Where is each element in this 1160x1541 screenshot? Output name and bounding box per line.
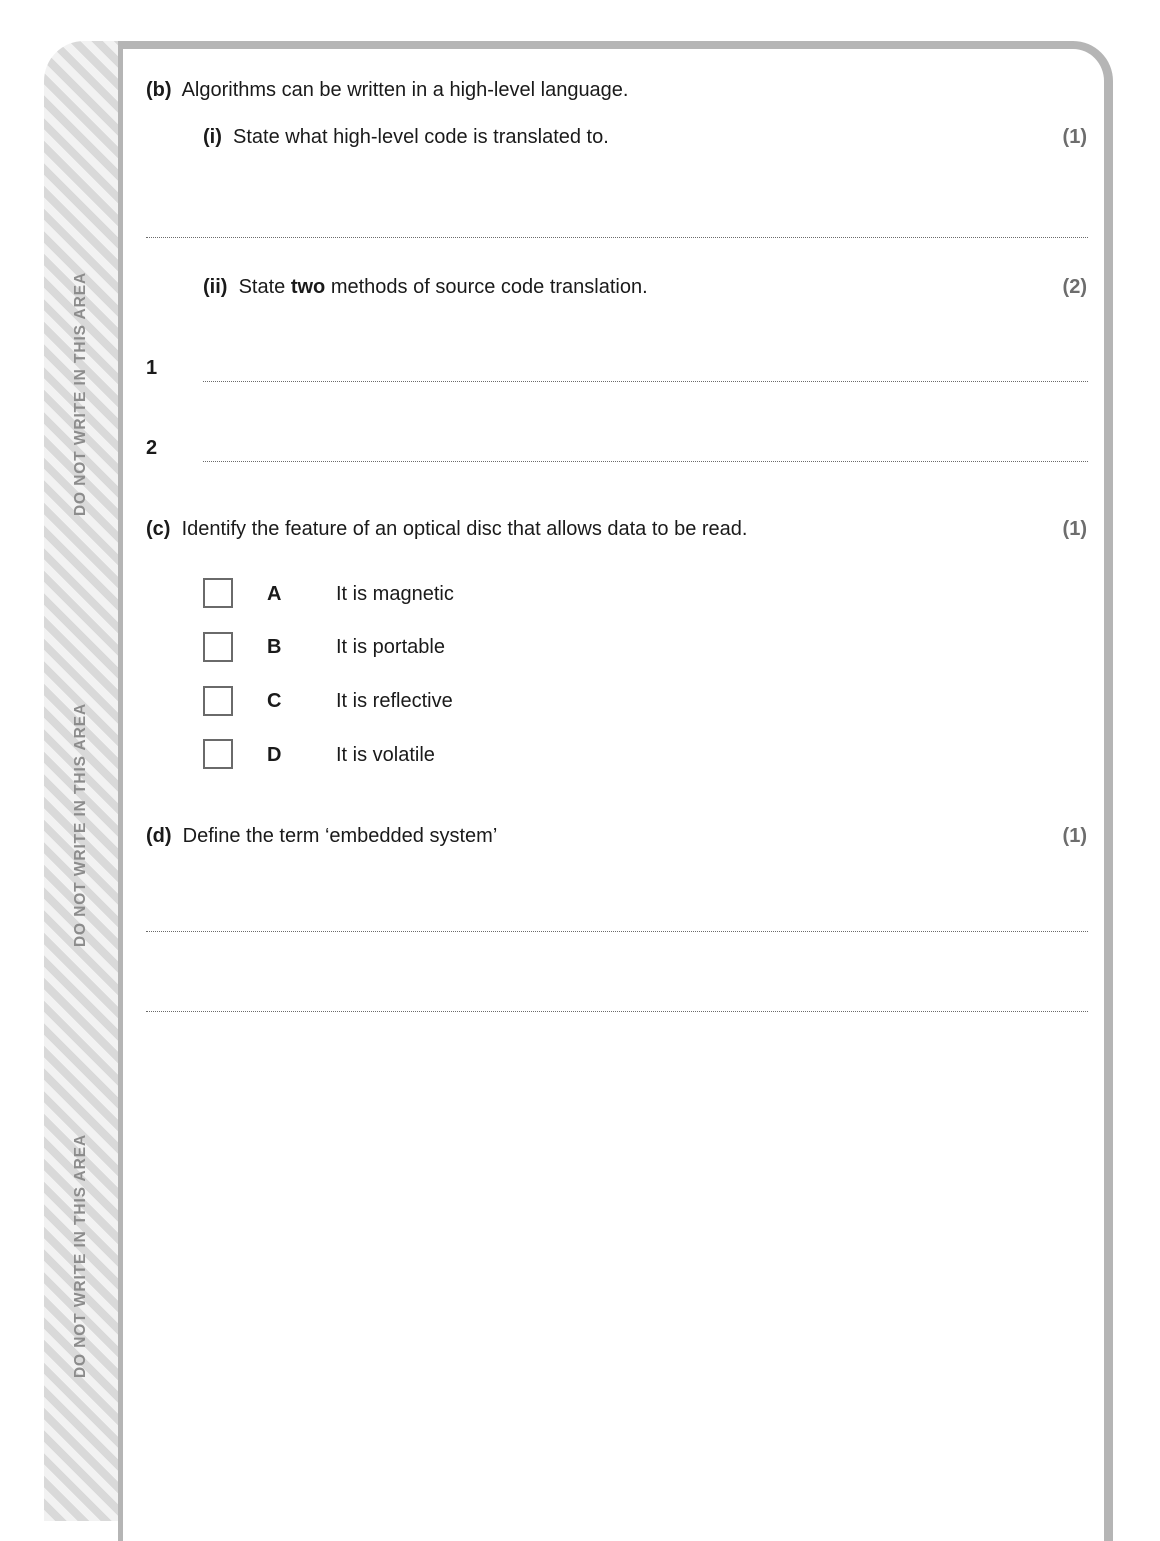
question-b-i-text: State what high-level code is translated to.	[233, 126, 609, 148]
page-frame	[118, 41, 1113, 1541]
margin-warning-label: DO NOT WRITE IN THIS AREA	[72, 271, 89, 517]
checkbox-option-b[interactable]	[203, 632, 233, 662]
question-b-ii	[203, 275, 648, 299]
option-a-text: It is magnetic	[336, 583, 454, 605]
margin-warning-label: DO NOT WRITE IN THIS AREA	[72, 702, 89, 948]
question-c-label: (c)	[146, 518, 171, 540]
question-d	[146, 824, 497, 848]
option-d-text: It is volatile	[336, 744, 435, 766]
option-b-letter: B	[267, 636, 282, 658]
question-d-text: Define the term ‘embedded system’	[182, 825, 498, 847]
checkbox-option-c[interactable]	[203, 686, 233, 716]
question-b-i-label: (i)	[203, 126, 222, 148]
marks-d: (1)	[1062, 825, 1087, 847]
question-b	[146, 78, 629, 102]
question-b-ii-label: (ii)	[203, 276, 228, 298]
question-c	[146, 517, 748, 541]
option-c-text: It is reflective	[336, 690, 453, 712]
option-d-letter: D	[267, 744, 282, 766]
question-b-ii-text-after: methods of source code translation.	[325, 276, 648, 298]
answer-line-b-ii-2[interactable]	[203, 461, 1088, 462]
answer-line-b-ii-1[interactable]	[203, 381, 1088, 382]
question-b-ii-text-before: State	[238, 276, 291, 298]
answer-line-d-1[interactable]	[146, 931, 1088, 932]
answer-number-1: 1	[146, 357, 158, 379]
question-b-label: (b)	[146, 79, 172, 101]
marks-c: (1)	[1062, 518, 1087, 540]
option-b-text: It is portable	[336, 636, 445, 658]
question-b-ii-text-bold: two	[290, 276, 326, 298]
option-c-letter: C	[267, 690, 282, 712]
answer-line-d-2[interactable]	[146, 1011, 1088, 1012]
question-c-text: Identify the feature of an optical disc that allows data to be read.	[181, 518, 748, 540]
marks-b-i: (1)	[1062, 126, 1087, 148]
answer-number-2: 2	[146, 437, 158, 459]
checkbox-option-d[interactable]	[203, 739, 233, 769]
question-b-i	[203, 125, 609, 149]
answer-line-b-i[interactable]	[146, 237, 1088, 238]
question-b-text: Algorithms can be written in a high-level language.	[181, 79, 629, 101]
option-a-letter: A	[267, 583, 282, 605]
checkbox-option-a[interactable]	[203, 578, 233, 608]
marks-b-ii: (2)	[1062, 276, 1087, 298]
question-d-label: (d)	[146, 825, 172, 847]
margin-warning-label: DO NOT WRITE IN THIS AREA	[72, 1133, 89, 1379]
